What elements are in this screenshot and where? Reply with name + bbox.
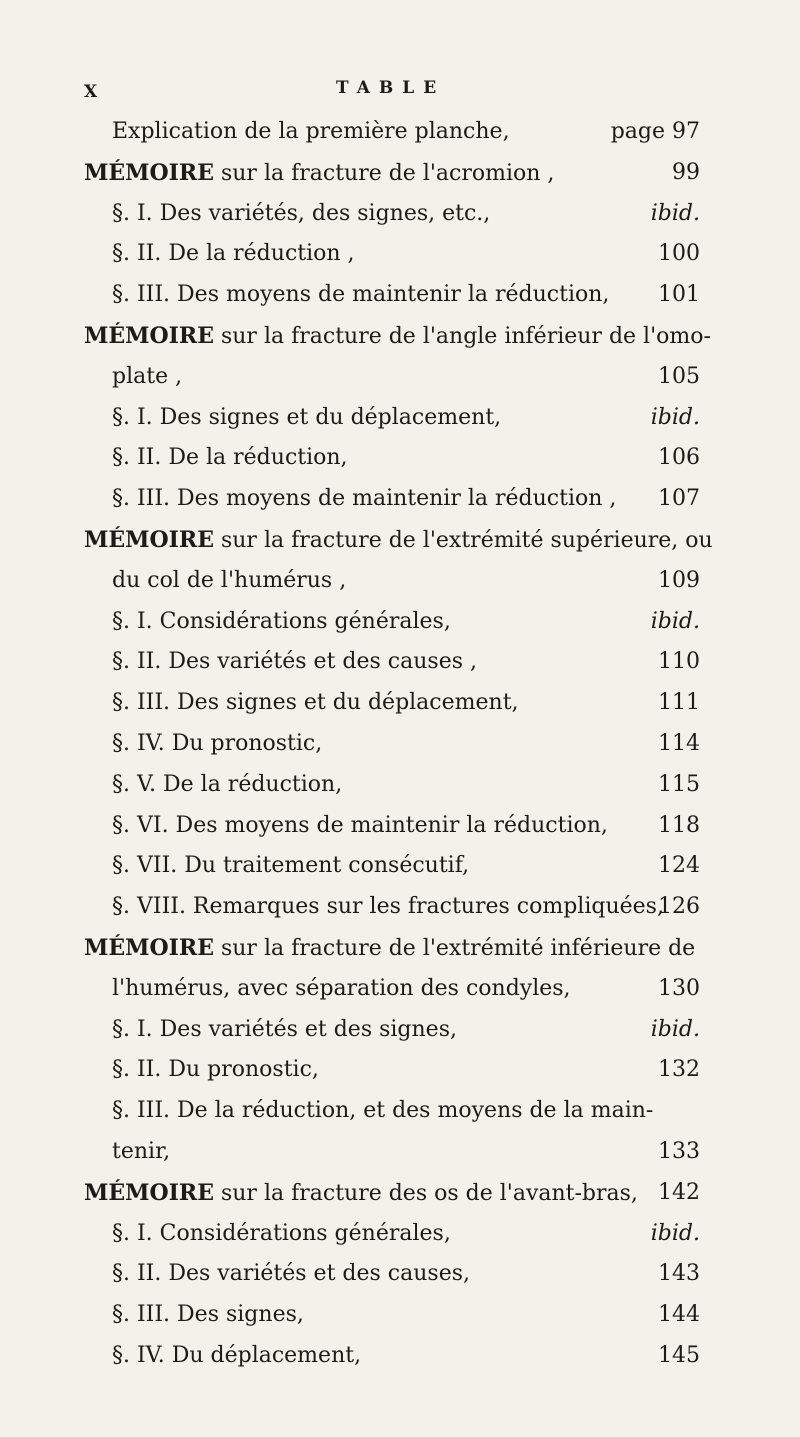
toc-entry <box>0 1340 800 1372</box>
toc-entry-label: §. VII. Du traitement consécutif, <box>112 853 470 879</box>
toc-entry-page: 130 <box>658 975 700 1001</box>
toc-entry-page: 143 <box>658 1261 700 1287</box>
toc-entry-label: §. III. Des moyens de maintenir la réduction , <box>112 486 617 512</box>
toc-entry-label: §. IV. Du pronostic, <box>112 731 323 756</box>
toc-entry <box>0 1299 800 1331</box>
toc-entry <box>0 687 800 719</box>
memoire-prefix: MÉMOIRE <box>84 935 214 961</box>
toc-entry-label <box>84 1177 638 1210</box>
toc-entry-label: l'humérus, avec séparation des condyles, <box>112 975 571 1001</box>
toc-entry-label: §. III. Des signes, <box>112 1302 304 1328</box>
toc-entry-label: §. IV. Du déplacement, <box>112 1343 362 1368</box>
toc-entry <box>0 769 800 801</box>
toc-entry-page: ibid. <box>650 200 700 226</box>
toc-entry-label: §. II. De la réduction, <box>112 445 348 471</box>
toc-entry <box>0 973 800 1005</box>
toc-entry <box>0 1136 800 1168</box>
toc-entry <box>0 198 800 230</box>
toc-entry-label: plate , <box>112 363 183 389</box>
toc-entry-label: §. VI. Des moyens de maintenir la réduction, <box>112 812 608 838</box>
toc-entry-label: §. III. Des moyens de maintenir la réduction, <box>112 282 610 308</box>
toc-entry-page: 101 <box>658 282 700 308</box>
toc-entry <box>0 279 800 311</box>
memoire-prefix: MÉMOIRE <box>84 527 214 553</box>
toc-entry-label: §. I. Considérations générales, <box>112 1220 451 1246</box>
toc-entry-page: 106 <box>658 445 700 471</box>
toc-entry-label <box>84 524 713 557</box>
toc-entry <box>0 361 800 393</box>
toc-entry <box>0 442 800 474</box>
toc-entry-page: 124 <box>658 853 700 879</box>
toc-entry-label: §. I. Des signes et du déplacement, <box>112 404 502 430</box>
toc-entry-page: ibid. <box>650 608 700 634</box>
toc-entry-page: page 97 <box>610 119 700 144</box>
memoire-title: sur la fracture de l'acromion , <box>213 160 555 186</box>
toc-entry-label: §. III. Des signes et du déplacement, <box>112 690 519 716</box>
toc-entry-page: 99 <box>672 159 700 185</box>
toc-entry-page: 132 <box>658 1057 700 1083</box>
toc-entry-page: 111 <box>658 690 700 716</box>
toc-entry-label <box>84 320 711 353</box>
toc-entry-page: 109 <box>658 567 700 593</box>
toc-entry <box>0 483 800 515</box>
memoire-prefix: MÉMOIRE <box>84 323 214 349</box>
toc-entry <box>0 402 800 434</box>
toc-entry-page: 115 <box>658 771 700 797</box>
toc-entry-label: Explication de la première planche, <box>112 119 510 144</box>
toc-entry-page: 145 <box>658 1343 700 1368</box>
toc-entry-label: §. I. Considérations générales, <box>112 608 451 634</box>
toc-entry <box>0 850 800 882</box>
toc-entry-page: 114 <box>658 731 700 756</box>
toc-entry-label: §. III. De la réduction, et des moyens de la main- <box>112 1098 654 1124</box>
toc-entry-page: 133 <box>658 1139 700 1164</box>
toc-entry <box>0 1258 800 1290</box>
memoire-title: sur la fracture de l'extrémité inférieure de <box>213 936 696 961</box>
toc-entry-label: §. I. Des variétés et des signes, <box>112 1016 457 1042</box>
toc-entry <box>0 1218 800 1250</box>
toc-entry-label: §. VIII. Remarques sur les fractures compliquées, <box>112 894 664 920</box>
toc-entry <box>0 1054 800 1086</box>
page-number: X <box>84 82 98 102</box>
toc-entry-label <box>84 932 695 965</box>
toc-entry <box>0 1014 800 1046</box>
memoire-title: sur la fracture des os de l'avant-bras, <box>213 1180 638 1206</box>
toc-entry <box>0 1177 800 1209</box>
toc-entry-page: 144 <box>658 1302 700 1328</box>
toc-entry-label: du col de l'humérus , <box>112 567 347 593</box>
toc-entry-page: 126 <box>658 894 700 920</box>
toc-entry <box>0 932 800 964</box>
toc-entry <box>0 238 800 270</box>
toc-entry <box>0 157 800 189</box>
toc-entry-label: tenir, <box>112 1139 171 1164</box>
toc-entry-label <box>84 157 554 190</box>
toc-entry <box>0 891 800 923</box>
toc-entry-page: 107 <box>658 486 700 512</box>
toc-entry-page: 105 <box>658 363 700 389</box>
memoire-title: sur la fracture de l'angle inférieur de l'omo- <box>213 324 711 349</box>
toc-entry <box>0 606 800 638</box>
toc-entry-label: §. II. Du pronostic, <box>112 1057 319 1083</box>
toc-entry-label: §. II. De la réduction , <box>112 241 355 267</box>
toc-entry <box>0 810 800 842</box>
toc-entry-label: §. I. Des variétés, des signes, etc., <box>112 200 491 226</box>
toc-entry-label: §. V. De la réduction, <box>112 771 343 797</box>
toc-entry-page: 100 <box>658 241 700 267</box>
toc-entry <box>0 646 800 678</box>
memoire-title: sur la fracture de l'extrémité supérieure, ou <box>213 528 713 553</box>
toc-entry-page: 110 <box>658 649 700 675</box>
toc-entry-label: §. II. Des variétés et des causes, <box>112 1261 470 1287</box>
toc-entry-page: ibid. <box>650 1016 700 1042</box>
toc-entry-page: ibid. <box>650 404 700 430</box>
toc-entry <box>0 116 800 148</box>
memoire-prefix: MÉMOIRE <box>84 1179 214 1206</box>
toc-entry-page: 142 <box>658 1179 700 1205</box>
page-header <box>84 78 484 108</box>
toc-entry-page: ibid. <box>650 1220 700 1246</box>
toc-entry <box>0 565 800 597</box>
toc-entry <box>0 728 800 760</box>
toc-entry <box>0 1095 800 1127</box>
page-title: TABLE <box>336 78 446 98</box>
toc-entry <box>0 524 800 556</box>
toc-entry-page: 118 <box>658 812 700 838</box>
memoire-prefix: MÉMOIRE <box>84 159 214 186</box>
toc-entry <box>0 320 800 352</box>
toc-entry-label: §. II. Des variétés et des causes , <box>112 649 477 675</box>
